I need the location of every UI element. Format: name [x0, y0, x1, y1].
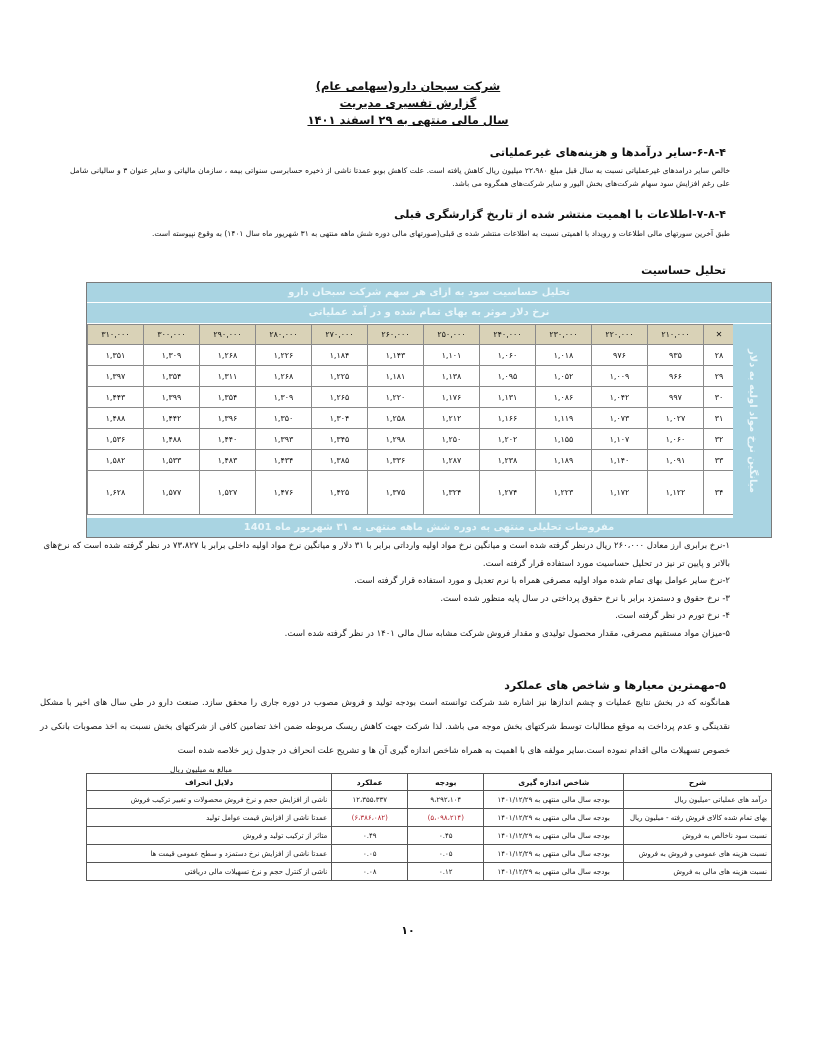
- table-cell: ۱,۳۹۶: [200, 408, 256, 429]
- table-row: [88, 429, 735, 450]
- table-cell: عمدتا ناشی از افزایش نرخ دستمزد و سطح عمومی قیمت ها: [87, 845, 332, 863]
- table-cell: ۱,۰۷۳: [592, 408, 648, 429]
- table-cell: بودجه سال مالی منتهی به ۱۴۰۱/۱۲/۲۹: [484, 809, 624, 827]
- table-cell: ۱,۲۲۳: [536, 471, 592, 515]
- table-cell: ۱,۳۰۴: [312, 408, 368, 429]
- table-cell: ۱,۳۱۱: [200, 366, 256, 387]
- table-cell: ۱,۲۵۰: [424, 429, 480, 450]
- amount-unit-note: مبالغ به میلیون ریال: [170, 765, 232, 774]
- sensitivity-title: تحلیل حساسیت: [641, 264, 726, 277]
- table-row: [87, 863, 772, 881]
- table-cell: ۱,۳۹۳: [256, 429, 312, 450]
- performance-table: [86, 773, 772, 881]
- table-cell: نسبت سود ناخالص به فروش: [624, 827, 772, 845]
- report-header: [0, 78, 816, 129]
- table-cell: ۰.۱۲: [408, 863, 484, 881]
- table-row: [87, 827, 772, 845]
- table-row: [88, 450, 735, 471]
- table-cell: ۱,۱۸۹: [536, 450, 592, 471]
- table-cell: ۱,۵۸۲: [88, 450, 144, 471]
- table-cell: ۱,۵۲۷: [200, 471, 256, 515]
- table-cell: ۱,۲۷۴: [480, 471, 536, 515]
- table-cell: ۱,۱۱۹: [536, 408, 592, 429]
- table-cell: ۱,۱۵۵: [536, 429, 592, 450]
- table-cell: ۱,۳۰۹: [144, 345, 200, 366]
- table-cell: ۱,۱۸۱: [368, 366, 424, 387]
- table-cell: ۱,۳۲۴: [424, 471, 480, 515]
- table-cell: بودجه سال مالی منتهی به ۱۴۰۱/۱۲/۲۹: [484, 791, 624, 809]
- page-number: ۱۰: [401, 924, 415, 937]
- section-text-material-info: طبق آخرین سورتهای مالی اطلاعات و رویداد با اهمیتی نسبت به اطلاعات منتشر شده ی قبلی(صورتهای مالی دوره شش ماهه منتهی به ۳۱ شهریور ماه سال ۱۴۰۱) به وقوع نپیوسته است.: [151, 229, 730, 238]
- table-cell: ۱,۲۸۷: [424, 450, 480, 471]
- section-text-other-income: خالص سایر درامدهای غیرعملیاتی نسبت به سال قبل مبلغ ۲۲،۹۸۰ میلیون ریال کاهش یافته است. علت کاهش بوبو عمدتا ناشی از ذخیره حسابرسی سنواتی بیمه ، سازمان مالیاتی و سایر عنوان ۳ و سالیانی شامل علی رغم افزایش سود سهام شرکت‌های بخش الیور و سایر شرکت‌های همگروه می باشد.: [70, 166, 730, 188]
- column-header: ۲۲۰,۰۰۰: [592, 325, 648, 345]
- table-cell: ۱,۶۲۸: [88, 471, 144, 515]
- table-cell: ۱,۳۵۰: [256, 408, 312, 429]
- table-cell: ۱,۳۵۱: [88, 345, 144, 366]
- table-cell: ۱,۳۳۶: [368, 450, 424, 471]
- corner-cross-icon: ✕: [704, 325, 735, 345]
- note-item: ۵-میزان مواد مستقیم مصرفی، مقدار محصول تولیدی و مقدار فروش شرکت مشابه سال مالی ۱۴۰۱ در نظر گرفته شده است.: [284, 628, 730, 639]
- table-cell: ۱,۲۶۵: [312, 387, 368, 408]
- report-period: سال مالی منتهی به ۲۹ اسفند ۱۴۰۱: [307, 113, 509, 127]
- row-header: ۳۳: [704, 450, 735, 471]
- section-title-material-info: ۷-۸-۴-اطلاعات با اهمیت منتشر شده از تاریخ گزارشگری قبلی: [394, 208, 726, 221]
- table-cell: ۰.۰۸: [332, 863, 408, 881]
- table-cell: نسبت هزینه های مالی به فروش: [624, 863, 772, 881]
- table-cell: ۱,۰۹۵: [480, 366, 536, 387]
- table-cell: ۱,۲۱۲: [424, 408, 480, 429]
- column-header: ۲۹۰,۰۰۰: [200, 325, 256, 345]
- table-cell: عمدتا ناشی از افزایش قیمت عوامل تولید: [87, 809, 332, 827]
- sensitivity-header-row: [88, 325, 735, 345]
- table-cell: (۵،۰۹۸،۲۱۴): [408, 809, 484, 827]
- column-header: ۲۶۰,۰۰۰: [368, 325, 424, 345]
- column-header: ۳۱۰,۰۰۰: [88, 325, 144, 345]
- section-title-other-income: ۶-۸-۴-سایر درآمدها و هزینه‌های غیرعملیاتی: [489, 146, 726, 159]
- note-item: ۳- نرخ حقوق و دستمزد برابر با نرخ حقوق پرداختی در سال پایه منظور شده است.: [440, 593, 730, 604]
- row-header: ۳۴: [704, 471, 735, 515]
- sensitivity-band-assumptions: مفروضات تحلیلی منتهی به دوره شش ماهه منتهی به ۳۱ شهریور ماه 1401: [87, 518, 771, 537]
- table-cell: ۱,۱۸۴: [312, 345, 368, 366]
- column-header: ۲۵۰,۰۰۰: [424, 325, 480, 345]
- table-cell: ۱,۱۳۱: [480, 387, 536, 408]
- table-cell: ۱,۴۸۳: [200, 450, 256, 471]
- table-cell: ۱,۴۲۵: [312, 471, 368, 515]
- table-cell: ۱,۱۰۱: [424, 345, 480, 366]
- table-cell: ناشی از کنترل حجم و نرخ تسهیلات مالی دریافتی: [87, 863, 332, 881]
- table-cell: بودجه سال مالی منتهی به ۱۴۰۱/۱۲/۲۹: [484, 845, 624, 863]
- table-cell: ۱,۰۴۲: [592, 387, 648, 408]
- table-cell: ۰.۰۵: [332, 845, 408, 863]
- table-cell: ۱,۳۴۵: [312, 429, 368, 450]
- table-cell: ۱,۴۳۴: [256, 450, 312, 471]
- table-cell: ۱,۰۰۹: [592, 366, 648, 387]
- row-header: ۲۹: [704, 366, 735, 387]
- table-cell: ۱,۰۶۰: [648, 429, 704, 450]
- table-cell: ۱,۰۶۰: [480, 345, 536, 366]
- table-cell: ۱,۱۰۷: [592, 429, 648, 450]
- table-cell: ۱,۴۴۰: [200, 429, 256, 450]
- table-cell: ۱,۱۳۸: [424, 366, 480, 387]
- column-header: ۲۴۰,۰۰۰: [480, 325, 536, 345]
- table-cell: ۱,۲۹۸: [368, 429, 424, 450]
- table-cell: ۹۳۵: [648, 345, 704, 366]
- row-header: ۳۲: [704, 429, 735, 450]
- note-item: ۴- نرخ تورم در نظر گرفته است.: [615, 611, 730, 621]
- table-cell: ۱,۴۸۸: [88, 408, 144, 429]
- sensitivity-table: [86, 282, 772, 538]
- table-cell: بهای تمام شده کالای فروش رفته - میلیون ریال: [624, 809, 772, 827]
- table-cell: ۱,۲۶۸: [256, 366, 312, 387]
- performance-header-row: [87, 774, 772, 791]
- table-cell: ۱,۰۲۷: [648, 408, 704, 429]
- table-cell: درآمد های عملیاتی -میلیون ریال: [624, 791, 772, 809]
- column-header: ۲۳۰,۰۰۰: [536, 325, 592, 345]
- table-cell: ۱,۱۴۳: [368, 345, 424, 366]
- table-row: [88, 345, 735, 366]
- column-header: ۲۱۰,۰۰۰: [648, 325, 704, 345]
- table-cell: ۱۲،۳۵۵،۳۳۷: [332, 791, 408, 809]
- table-cell: ۱,۲۲۰: [368, 387, 424, 408]
- column-header: بودجه: [408, 774, 484, 791]
- table-cell: ۱,۲۲۶: [256, 345, 312, 366]
- section-text-performance: همانگونه که در بخش نتایج عملیات و چشم اندازها نیز اشاره شد شرکت توانسته است بودجه تولید و فروش مصوب در دوره جاری را محقق سازد. صنعت دارو در طی سال های اخیر با مشکل نقدینگی و عدم پرداخت به موقع مطالبات توسط شرکتهای بخش موجه می باشد. لذا شرکت جهت کاهش ریسک مربوطه ضمن اخذ تضامین کافی از شرکتهای بخش نسبت به اخذ مصوبات بانکی در خصوص تسهیلات مالی اقدام نموده است.سایر مولفه های با اهمیت به همراه شاخص اندازه گیری آن ها و تشریح علت انحراف در جدول زیر خلاصه شده است: [40, 698, 730, 756]
- table-cell: ۱,۳۰۹: [256, 387, 312, 408]
- sensitivity-band-title: تحلیل حساسیت سود به ازای هر سهم شرکت سبحان دارو: [87, 283, 771, 303]
- table-cell: ۰.۴۹: [332, 827, 408, 845]
- note-item: ۲-نرخ سایر عوامل بهای تمام شده مواد اولیه مصرفی همراه با نرم تعدیل و مورد استفاده قرار گرفته است.: [354, 576, 730, 586]
- table-cell: ناشی از افزایش حجم و نرخ فروش محصولات و تغییر ترکیب فروش: [87, 791, 332, 809]
- column-header: شرح: [624, 774, 772, 791]
- table-row: [87, 791, 772, 809]
- company-name: شرکت سبحان دارو(سهامی عام): [315, 79, 501, 93]
- table-cell: ۱,۵۷۷: [144, 471, 200, 515]
- table-cell: ۱,۱۷۶: [424, 387, 480, 408]
- table-cell: ۱,۱۷۲: [592, 471, 648, 515]
- table-cell: ۹،۲۹۲،۱۰۴: [408, 791, 484, 809]
- table-cell: ۱,۵۳۶: [88, 429, 144, 450]
- table-cell: ۱,۲۰۲: [480, 429, 536, 450]
- table-cell: ۱,۳۷۵: [368, 471, 424, 515]
- column-header: شاخص اندازه گیری: [484, 774, 624, 791]
- table-cell: ۱,۳۸۵: [312, 450, 368, 471]
- table-cell: نسبت هزینه های عمومی و فروش به فروش: [624, 845, 772, 863]
- row-header: ۳۰: [704, 387, 735, 408]
- table-cell: ۱,۰۹۱: [648, 450, 704, 471]
- table-cell: ۱,۱۴۰: [592, 450, 648, 471]
- assumption-notes: [40, 538, 730, 643]
- report-title: گزارش تفسیری مدیریت: [339, 96, 477, 110]
- row-header: ۲۸: [704, 345, 735, 366]
- table-cell: ۱,۳۹۹: [144, 387, 200, 408]
- column-header: ۲۷۰,۰۰۰: [312, 325, 368, 345]
- table-cell: ۰.۴۵: [408, 827, 484, 845]
- sensitivity-band-dollar-rate: نرخ دلار موثر به بهای تمام شده و در آمد عملیاتی: [87, 303, 771, 324]
- table-cell: (۶،۳۸۶،۰۸۲): [332, 809, 408, 827]
- column-header: ۲۸۰,۰۰۰: [256, 325, 312, 345]
- table-row: [88, 366, 735, 387]
- table-cell: ۱,۴۴۳: [88, 387, 144, 408]
- table-cell: ۰.۰۵: [408, 845, 484, 863]
- column-header: دلایل انحراف: [87, 774, 332, 791]
- table-cell: ۱,۲۶۸: [200, 345, 256, 366]
- table-cell: ۱,۴۴۲: [144, 408, 200, 429]
- table-cell: ۱,۱۲۲: [648, 471, 704, 515]
- table-cell: ۱,۴۸۸: [144, 429, 200, 450]
- table-cell: ۹۷۶: [592, 345, 648, 366]
- table-cell: ۱,۰۱۸: [536, 345, 592, 366]
- column-header: ۳۰۰,۰۰۰: [144, 325, 200, 345]
- table-row: [87, 845, 772, 863]
- table-cell: ۱,۵۳۳: [144, 450, 200, 471]
- section-title-performance: ۵-مهمترین معیارها و شاخص های عملکرد: [504, 679, 726, 692]
- note-item: ۱-نرخ برابری ارز معادل ۲۶۰،۰۰۰ ریال درنظر گرفته شده است و میانگین نرخ مواد اولیه وارداتی برابر با ۳۱ دلار و میانگین نرخ مواد اولیه داخلی برابر با ۷۳،۸۲۷ در نظر گرفته شده است که نرخ‌های بالاتر و پایین تر نیز در تحلیل حساسیت مورد استفاده قرار گرفته است.: [43, 541, 730, 569]
- table-cell: ۱,۰۵۲: [536, 366, 592, 387]
- table-cell: بودجه سال مالی منتهی به ۱۴۰۱/۱۲/۲۹: [484, 827, 624, 845]
- table-cell: متاثر از ترکیب تولید و فروش: [87, 827, 332, 845]
- table-cell: ۱,۱۶۶: [480, 408, 536, 429]
- sensitivity-side-label: میانگین نرخ مواد اولیه به دلار: [733, 324, 771, 518]
- table-cell: ۱,۳۵۴: [200, 387, 256, 408]
- table-cell: ۱,۳۹۷: [88, 366, 144, 387]
- table-row: [87, 809, 772, 827]
- sensitivity-grid: [87, 324, 735, 515]
- table-cell: ۹۹۷: [648, 387, 704, 408]
- table-row: [88, 471, 735, 515]
- table-row: [88, 408, 735, 429]
- table-cell: ۹۶۶: [648, 366, 704, 387]
- table-cell: بودجه سال مالی منتهی به ۱۴۰۱/۱۲/۲۹: [484, 863, 624, 881]
- table-cell: ۱,۳۵۴: [144, 366, 200, 387]
- table-cell: ۱,۰۸۶: [536, 387, 592, 408]
- table-cell: ۱,۲۳۸: [480, 450, 536, 471]
- table-row: [88, 387, 735, 408]
- table-cell: ۱,۲۲۵: [312, 366, 368, 387]
- row-header: ۳۱: [704, 408, 735, 429]
- table-cell: ۱,۲۵۸: [368, 408, 424, 429]
- column-header: عملکرد: [332, 774, 408, 791]
- table-cell: ۱,۴۷۶: [256, 471, 312, 515]
